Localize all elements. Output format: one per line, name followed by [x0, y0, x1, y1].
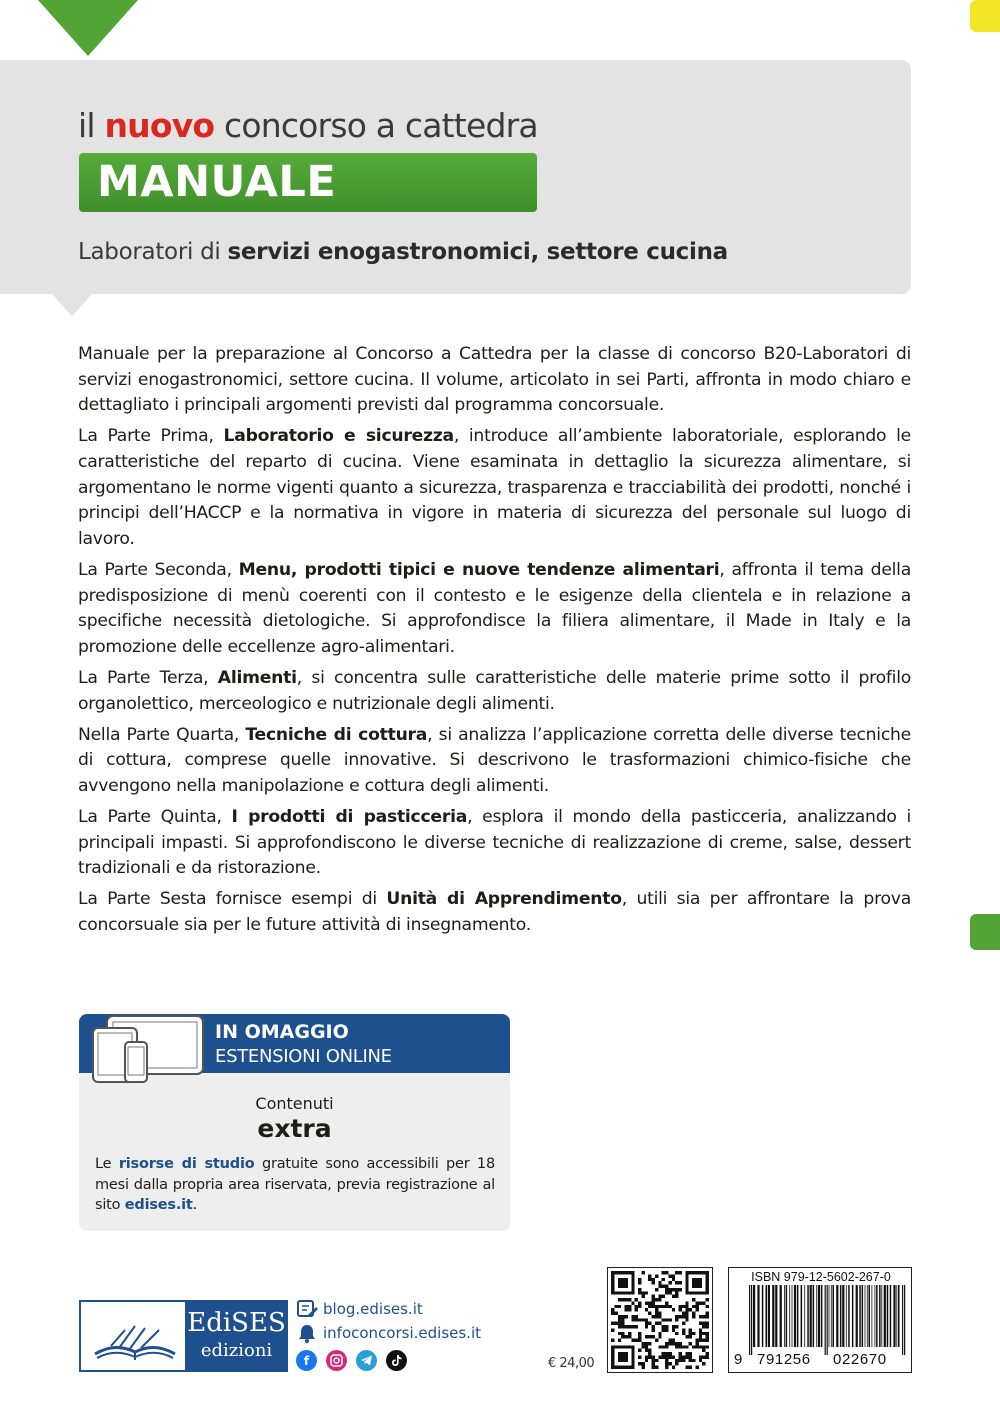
- header-speech-tail: [52, 294, 92, 316]
- paragraph-part-2: La Parte Seconda, Menu, prodotti tipici e nuove tendenze alimentari, affronta il tema della predisposizione di menù coerenti con il contesto e le esigenze della clientela e in relazione a specifiche necessità dietologiche. Si approfondisce la filiera alimentare, il Made in Italy e la promozione delle eccellenze agro-alimentari.: [78, 559, 911, 657]
- paragraph-part-3: La Parte Terza, Alimenti, si concentra sulle caratteristiche delle materie prime sotto il profilo organolettico, merceologico e nutrizionale degli alimenti.: [78, 667, 912, 714]
- online-extensions-box: [79, 1014, 510, 1231]
- gift-subtitle: ESTENSIONI ONLINE: [215, 1046, 392, 1067]
- info-link-text: infoconcorsi.edises.it: [323, 1324, 481, 1342]
- paragraph-intro: Manuale per la preparazione al Concorso a Cattedra per la classe di concorso B20-Laboratori di servizi enogastronomici, settore cucina. Il volume, articolato in sei Parti, affronta in modo chiaro e dettagliato i principali argomenti previsti dal programma concorsuale.: [78, 344, 911, 416]
- gift-title: IN OMAGGIO: [215, 1021, 349, 1043]
- publisher-name: EdiSES: [187, 1308, 286, 1338]
- blog-link-text: blog.edises.it: [323, 1300, 423, 1318]
- blog-edit-icon: [296, 1298, 318, 1320]
- book-subtitle: Laboratori di servizi enogastronomici, settore cucina: [78, 239, 728, 265]
- top-green-triangle: [38, 0, 138, 56]
- price-label: € 24,00: [548, 1356, 595, 1371]
- paragraph-part-1: La Parte Prima, Laboratorio e sicurezza, introduce all’ambiente laboratoriale, esplorando le caratteristiche del reparto di cucina. Viene esaminata in dettaglio la sicurezza alimentare, si argomentano le norme vigenti quanto a sicurezza, trasparenza e tracciabilità dei prodotti, nonché i principi dell’HACCP e la normativa in vigore in materia di sicurezza del personale sul luogo di lavoro.: [78, 426, 911, 549]
- blog-link[interactable]: [296, 1297, 423, 1321]
- back-cover-description: [78, 342, 911, 944]
- series-title: il nuovo concorso a cattedra: [78, 106, 538, 145]
- info-link[interactable]: [296, 1321, 481, 1345]
- devices-icon: [89, 1014, 209, 1084]
- isbn-label: ISBN 979-12-5602-267-0: [751, 1270, 891, 1284]
- yellow-edge-tab: [970, 0, 1000, 32]
- green-edge-tab: [970, 914, 1000, 950]
- edises-site-link[interactable]: edises.it: [124, 1197, 193, 1213]
- manuale-badge: [79, 153, 537, 212]
- paragraph-part-4: Nella Parte Quarta, Tecniche di cottura, si analizza l’applicazione corretta delle diverse tecniche di cottura, comprese quelle innovative. Si descrivono le trasformazioni chimico-fisiche che avvengono nella manipolazione e cottura degli alimenti.: [78, 724, 911, 796]
- edises-logo: [79, 1300, 288, 1372]
- content-extra: extra: [257, 1114, 332, 1143]
- tiktok-icon[interactable]: [386, 1350, 407, 1371]
- social-links: [296, 1350, 407, 1371]
- qr-code-graphic: [611, 1271, 709, 1369]
- telegram-icon[interactable]: [356, 1350, 377, 1371]
- open-book-icon: [85, 1306, 185, 1368]
- gift-description: Le risorse di studio gratuite sono accessibili per 18 mesi dalla propria area riservata, previa registrazione al sito edises.it.: [95, 1156, 495, 1213]
- logo-wordmark-panel: [185, 1302, 288, 1370]
- publisher-sub: edizioni: [200, 1340, 273, 1361]
- ean-group-1: 791256: [757, 1351, 811, 1368]
- ean-first-digit: 9: [734, 1351, 743, 1368]
- qr-code[interactable]: [607, 1267, 713, 1373]
- badge-label: MANUALE: [97, 157, 337, 207]
- instagram-icon[interactable]: [326, 1350, 347, 1371]
- barcode-bars: [749, 1285, 907, 1355]
- paragraph-part-6: La Parte Sesta fornisce esempi di Unità di Apprendimento, utili sia per affrontare la prova concorsuale sia per le future attività di insegnamento.: [78, 889, 911, 936]
- ean-group-2: 022670: [833, 1351, 887, 1368]
- facebook-icon[interactable]: f: [296, 1350, 317, 1371]
- bell-icon: [296, 1322, 318, 1344]
- paragraph-part-5: La Parte Quinta, I prodotti di pasticceria, esplora il mondo della pasticceria, analizzando i principali impasti. Si approfondiscono le diverse tecniche di realizzazione di creme, salse, dessert tradizionali e da ristorazione.: [78, 807, 912, 879]
- content-label: Contenuti: [255, 1094, 334, 1113]
- isbn-barcode: [728, 1267, 912, 1373]
- series-highlight: nuovo: [104, 106, 215, 145]
